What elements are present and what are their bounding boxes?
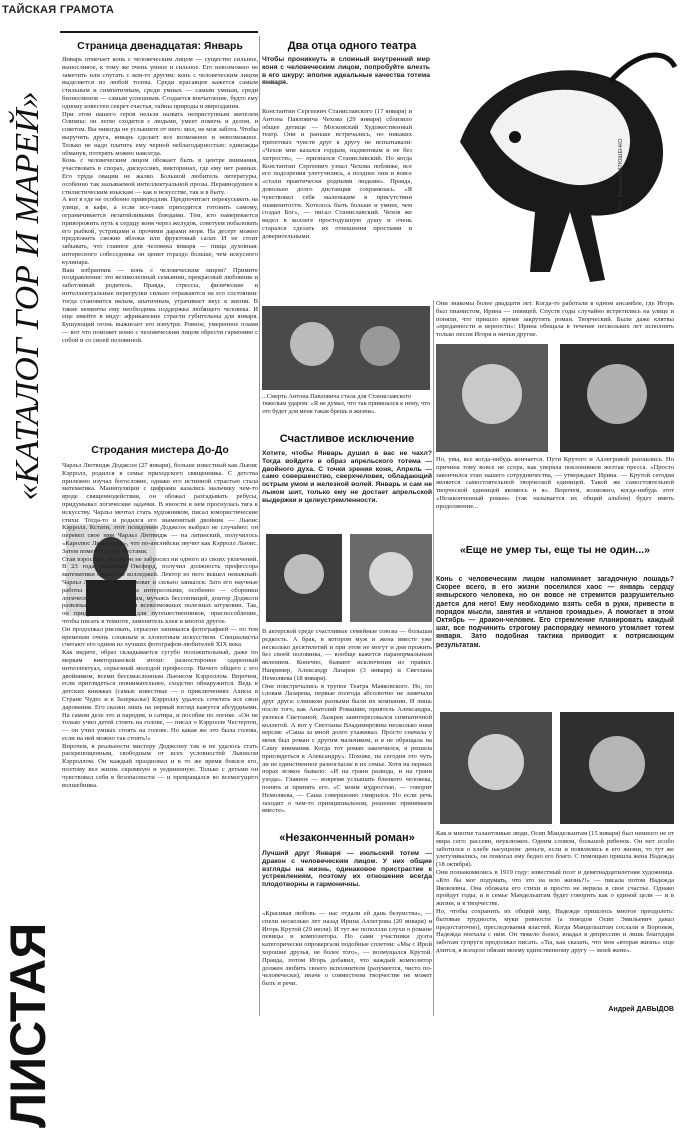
article5-body: В актерской среде счастливые семейные союзы — большая редкость. А брак, в котором муж и жена вместе уже несколько десятилетий и при этом не могут и дня прожить без своей половины, — вообще кажется паранормальным явлением. Конечно, бывают исключения из правил. Например, Александр Лазарев (3 января) и Светлана Немоляева (18 января). Они повстречались в труппе Театра Маяковского. Но, по словам Лазарева, первые полгода абсолютно не замечали друг друга: слишком разными были их компании. И лишь после того, как Анатолий Ромашин, приятель Александра, увлекся Светланой, Лазарев заинтересовался симпатичной коллегой. А вот у Светланы Владимировны несколько иная версия: «Саша за мной долго ухаживал. Просто сначала у меня был роман с другим мальчиком, и я не обращала на Сашу внимания. Когда тот роман закончился, я решила приглядеться к Александру». Похоже, на сегодня это чуть ли не единственное разногласие в их семье. Хотя на первых порах всякое бывало: «И на грани развода, и на грани ухода». Главное — вовремя услышать близкого человека, понять и принять его. «С моим мудростью, — говорит Немоляева, — Саша совершенно смирился. Но если речь заходит о чем-то принципиальном, решение принимаем вместе». bbox=[262, 628, 432, 815]
article7-body: Как и многие талантливые люди, Осип Мандельштам (15 января) был немного не от мира сего: рассеян, неуклюжен. Одним словом, большой ребенок. Он нет особо заботился о хлебе насущном: деньги, если и появлялись в его жизни, то тут же улетучивались, он помогал ему бедно его благо. С помощью пришла жена Надежда (18 октября). Они познакомились в 1919 году: известный поэт и девятнадцатилетняя художница. «Кто бы мог подумать, что это на всю жизнь?!» — писала потом Надежда Яковлевна. Она обожала его стихи и просто не верила в свое счастье. Однако пройдут годы, и в семье Мандельштам будет говорить как о единой цели — и в жизни, и в творчестве. Но, чтобы сохранить их общий мир, Надежде пришлось многое преодолеть: бытовые трудности, муки ревности (а поводов Осип Эмильевич давал предостаточно), преследования властей. Когда Мандельштам сослали в Воронеж, Надежда поехала с ним. Он тяжело болел, впадал в депрессию и лишь благодаря заботам супруги продолжал писать. «Ты, как сказать, что моя «вторая жизнь» еще длится, я всецело обязан моему единственному другу — моей жене». bbox=[436, 830, 674, 954]
stanislavsky-chekhov-photo bbox=[262, 306, 430, 390]
article3-body: Константин Сергеевич Станиславского (17 января) и Антона Павловича Чехова (29 января) сблизило общее детище — Московский Художественный театр. Они и раньше встречались, но никаких трепетных чувств друг к другу не испытывали: «Чехов мне казался гордым, надменным и не без хитрости», — признался Станиславский. Но когда Константин Сергеевич узнал Чехова поближе, все его подозрения улетучились, а позднее они и вовсе «стали практически родными людьми». Правда, довольно долго дистанция сохранялась. «Я чувствовал себя маленьким в присутствии знаменитости. Хотелось быть больше и умнее, чем создал Бог», — писал Станиславский. Чехов же видел в коллеге простодушную душу и очень старался сделать их отношения простыми и доверительными. bbox=[262, 108, 412, 240]
article1-body: Январь отмечает конь с человеческим лицом — существо сильное, выносливое, к тому же очень умное и сильное. Его невозможно не заметить или спутать с кем-то другим: конь с человеческим лицом выделяется из любой толпы. Среди красавцев кажется самым стильным и симпатичным, среди умных — самым умным, среди бизнесменов — самым успешным. Создается впечатление, будто ему одному известен секрет счастья, тайны природы и мироздания. При этом нашего героя нельзя назвать неприступным жителем Олимпа: он легко сходится с людьми, умеет помочь и делом, и советом. Вы никогда не услышите от него: мол, не моя забота. Чтобы выручить друга, январь сделает все возможное и невозможное. Только не надо платить ему черной неблагодарностью: единожды обманув, потерять можно навсегда. Конь с человеческим лицом обожает быть в центре внимания, участвовать в спорах, дискуссиях, викторинах, где ему нет равных. Его труда овации не жалко. Большой любитель литературы, особенно так называемой интеллектуальной прозы. Неравнодушен к стилистическим изыскам — как в искусстве, так и в быту. А вот в еде не особенно привередлив. Предпочитает перекусывать на улице, в кафе, а если все-таки приходится готовить самому, ограничивается незатейливыми блюдами. Тем, кто намеревается приворожить путь к сердцу коня через желудок, советуем побаловать его рыбкой, устрицами и прочими дарами моря. На десерт можно предложить свежие яблоки или фруктовый салат. И не стоит забывать, что главное для человека января — пища духовная: интересного собеседника он ценит гораздо больше, чем искусного кулинара. Ваш избранник — конь с человеческим лицом? Примите поздравления: это великолепный семьянин, прекрасный любовник и заботливый родитель. Правда, стрессы, физические и интеллектуальные перегрузки сильно отражаются на его состоянии: тогда становится вялым, апатичным, утрачивает вкус к жизни. В такие моменты ему необходима поддержка любящего человека. И еще имейте в виду: африканские страсти губительны для января. Бушующий огонь выжигает его изнутри. Ровное, умеренное пламя — вот что поможет коню с человеческим лицом обрести гармонию с собой и со своей половиной. bbox=[62, 56, 258, 344]
article2-title: Стродания мистера До-До bbox=[91, 444, 229, 456]
article6-title: «Незаконченный роман» bbox=[279, 832, 415, 844]
article7-lead: Конь с человеческим лицом напоминает загадочную лошадь? Скорее всего, в его жизни поселился хаос — январь сердцу янвырского человека, но он вовсе не стремится разрушительно дается для него! Ему необходимо взять себя в руки, привести в порядок мысли, занятия и «планов громадье». А помогает в этом Октябрь — дракон-человек. Его стремление планировать каждый шаг, все подчинить строгому распорядку немного утомляет тотем января. Зато подобная тактика приводит к потрясающим результатам. bbox=[436, 576, 674, 649]
article3-title: Два отца одного театра bbox=[287, 40, 417, 52]
vertical-title-band bbox=[0, 18, 56, 1128]
lazarev-photo bbox=[266, 534, 342, 622]
article2-body: Чарльз Лютвидж Доджсон (27 января), больше известный как Льюис Кэрролл, родился в семье приходского священника. С детства прилежно изучал богословие, однако его истинной страстью стала математика. Манипуляции с цифрами казались мальчику чем-то вроде священнодействия, он обожал разгадывать ребусы, придумывал логические задачки. В юности в нем проснулась тяга к искусству. Чарльз мечтал стать художником, писал юмористические стихи. Тогда-то и родился его знаменитый двойник — Льюис Кэрролл. Кстати, этот псевдоним Доджсон выбрал не случайно: он перевел свое имя Чарльз Лютвидж — на латинский, получилось «Каролюс Людовикус», что по-английски звучит как Кэрролл Льюис. Затем поменял слова местами. Став взрослым, Доджсон не забросил ни одного из своих увлечений. В 23 года, закончив Оксфорд, получил должность профессора математики одного из колледжей. Лектор из него вышел неважный: Чарльз Лютвидж был глуховат и сильно заикался. Зато его научные работы оказались весьма интересными, особенно — сборники логических задач. По ночам, мучаясь бессонницей, доктор Доджсон развлекался изобретением всевозможных полезных штуковин. Так, он придумал шахматы для путешественников, приспособление, чтобы писать в темноте, заменитель клея и многое другое. Он продолжал рисовать, серьезно занимался фотографией — по тем временам очень сложным и хлопотным искусством. Специалисты считают его одним из лучших фотографов-любителей XIX века. Как видите, образ складывается сугубо положительный, даже по меркам викторианской эпохи: разносторонне одаренный интеллектуал, серьезный молодой профессор. Ничего общего с его двойником, всеми бессмысленным Льюисом Кэрроллом. Впрочем, если приглядеться повнимательнее, сходство обнаружится. Ведь в детских книжках (самые известные — о приключениях Алисы в Стране Чудес и в Зазеркалье) Кэрроллу удалось сочетать все свои дарования. Его сказки лишь на первый взгляд кажутся абсурдными. На самом деле это и пародия, и сатира, и пособие по логике. «Он не только учил детей стоять на голове, — писал о Кэрролле Честертон, — он учил умных стоять на голове. Но какая же это была голова, если на ней можно так стоять!» Впрочем, в реальности мистеру Доджсону так и не удалось стать раскрепощенным, свободным от всех условностей Льюисом Кэрроллом. Он каждый праздновал и в то же время боялся его, поэтому вел жизнь скромную и уединенную. Только с детьми он чувствовал себя в безопасности — и превращался во всемогущего волшебника. bbox=[62, 462, 258, 789]
section-title: ТАЙСКАЯ ГРАМОТА bbox=[2, 4, 115, 16]
vertical-title-sub: «КАТАЛОГ ГОР И МАРЕЙ» bbox=[9, 91, 46, 501]
article-author: Андрей ДАВЫДОВ bbox=[608, 1006, 674, 1013]
article4-body: Они знакомы более двадцати лет. Когда-то работали в одном ансамбле, где Игорь был пианистом, Ирина — певицей. Спустя годы случайно встретились на улице и поняли, что пришло время закрутить роман. Творческий. Были даже клятвы «преданности и верности»: Ирина обещала в течение нескольких лет исполнять только песни Игоря и ничьи другие. bbox=[436, 300, 674, 339]
krutoy-photo bbox=[560, 344, 674, 452]
horse-illustration bbox=[420, 22, 680, 302]
article3-caption: ...Смерть Антона Павловича стала для Станиславского тяжелым ударом: «Я не думал, что так привязался к нему, что это будет для меня такая брешь в жизни». bbox=[262, 393, 430, 415]
vertical-title-main: ЛИСТАЯ bbox=[0, 922, 56, 1128]
article3-lead: Чтобы проникнуть в сложный внутренний мир коня с человеческим лицом, попробуйте влезть в его шкуру: вполне идеальные качества тотема января. bbox=[262, 56, 430, 87]
nemolyaeva-photo bbox=[350, 534, 432, 622]
article5-lead: Хотите, чтобы Январь душил в вас не чахл? Тогда войдите в образ апрельского тотема — двойного духа. С точки зрения коня, Апрель — само совершенство, сверхчеловек, обладающий острым умом и железной волей. Январь и сам не лыком шит, только ему не достает апрельской выдержки и целеустремленности. bbox=[262, 450, 432, 504]
article7-title: «Еще не умер ты, еще ты не один...» bbox=[459, 544, 651, 556]
mandelstam-photo bbox=[440, 712, 552, 824]
article6-lead: Лучший друг Января — июльский тотем — дракон с человеческим лицом. У них общие взгляды на жизнь, одинаковое пристрастие к устремлениям, поэтому их отношения всегда плодотворны и гармоничны. bbox=[262, 850, 432, 889]
allegrova-photo bbox=[436, 344, 548, 452]
column-divider-1 bbox=[259, 36, 260, 1016]
article5-title: Счастливое исключение bbox=[279, 433, 415, 445]
nadezhda-photo bbox=[560, 712, 674, 824]
header-rule bbox=[60, 31, 258, 33]
illustration-credit: Рис. Евгения МАТЮШЕНКО bbox=[618, 138, 624, 210]
column-divider-2 bbox=[433, 300, 434, 1016]
article6-body: «Красивая любовь — нас отдали ей дань безумства», — спели несколько лет назад Ирина Аллегрова (20 января) и Игорь Крутой (29 июля). И тут же поползли слухи о романе певицы и композитора. Но сами участники дуэта категорически опровергали подобные сплетни: «Мы с Ирой хорошие друзья, не более того», — возмущался Крутой. Правда, потом Игорь добавил, что каждый композитор должен любить своего исполнителя (разумеется, чисто по-человечески), иначе о совместном творчестве не может быть и речи. bbox=[262, 910, 432, 988]
article1-title: Страница двенадцатая: Январь bbox=[77, 40, 243, 52]
article4-body2: Но, увы, все когда-нибудь кончается. Пути Крутого и Аллегровой разошлись. Но причина тому вовсе не ссора, как уверяла поклонников желтая пресса. «Просто закончился этап нашего сотрудничества, — утверждает Ирина. — Крутой сегодня является самостоятельной творческой единицей. Такой же самостоятельной творческой единицей являюсь и я». Впрочем, возможно, когда-нибудь этот «Незаконченный роман» (так называется их общий альбом) будет иметь продолжение... bbox=[436, 456, 674, 510]
